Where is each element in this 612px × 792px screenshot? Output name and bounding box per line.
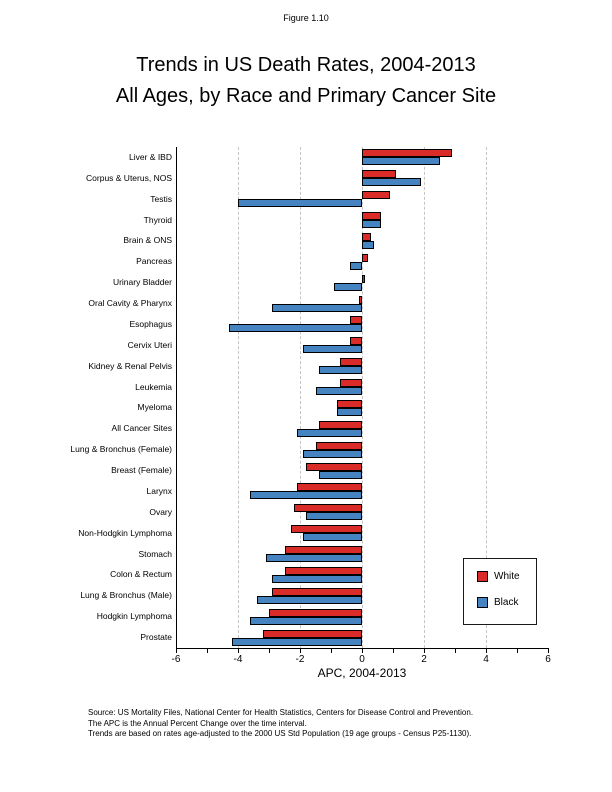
bar-black: [303, 450, 362, 458]
bar-white: [340, 358, 362, 366]
gridline--4: [238, 147, 239, 648]
category-label: Testis: [150, 193, 172, 204]
bar-black: [272, 304, 362, 312]
category-label: Corpus & Uterus, NOS: [86, 172, 172, 183]
bar-white: [285, 567, 363, 575]
source-note-line-3: Trends are based on rates age-adjusted to the 2000 US Std Population (19 age groups - Census P25-1130).: [88, 729, 472, 738]
x-tick--4: [238, 649, 239, 653]
x-tick-label-4: 4: [483, 654, 489, 665]
category-label: Prostate: [140, 632, 172, 643]
bar-black: [362, 178, 421, 186]
bar-black: [250, 617, 362, 625]
bar-white: [359, 296, 362, 304]
category-label: Pancreas: [136, 256, 172, 267]
bar-white: [294, 504, 362, 512]
category-label: Brain & ONS: [123, 235, 172, 246]
bar-white: [340, 379, 362, 387]
bar-white: [291, 525, 362, 533]
bar-white: [263, 630, 362, 638]
bar-black: [337, 408, 362, 416]
category-label: Cervix Uteri: [127, 339, 172, 350]
x-tick-1: [393, 649, 394, 653]
x-tick-3: [455, 649, 456, 653]
bar-black: [229, 324, 362, 332]
category-label: Colon & Rectum: [110, 569, 172, 580]
category-label: Leukemia: [135, 381, 172, 392]
category-label: Stomach: [138, 548, 172, 559]
x-tick-label--2: -2: [295, 654, 305, 665]
bar-black: [303, 533, 362, 541]
x-tick--2: [300, 649, 301, 653]
bar-black: [319, 471, 362, 479]
legend-entry-white: [477, 571, 536, 582]
gridline-2: [424, 147, 425, 648]
bar-black: [266, 554, 362, 562]
x-tick-label-6: 6: [545, 654, 551, 665]
bar-black: [272, 575, 362, 583]
bar-white: [362, 233, 371, 241]
x-tick-0: [362, 649, 363, 653]
bar-black: [257, 596, 362, 604]
bar-black: [362, 220, 381, 228]
bar-white: [316, 442, 363, 450]
category-label: Hodgkin Lymphoma: [96, 611, 172, 622]
figure-label: Figure 1.10: [283, 13, 329, 23]
chart-title-line-2: All Ages, by Race and Primary Cancer Site: [115, 85, 497, 107]
category-label: Kidney & Renal Pelvis: [88, 360, 172, 371]
bar-black: [297, 429, 362, 437]
legend-label-black: Black: [494, 597, 519, 608]
bar-white: [362, 212, 381, 220]
bar-black: [316, 387, 363, 395]
category-label: Urinary Bladder: [112, 277, 172, 288]
bar-white: [362, 191, 390, 199]
bar-black: [306, 512, 362, 520]
category-label: Ovary: [149, 506, 172, 517]
category-label: Lung & Bronchus (Female): [70, 444, 172, 455]
source-note-line-1: Source: US Mortality Files, National Center for Health Statistics, Centers for Disease Control and Prevention.: [88, 708, 474, 717]
category-label: Myeloma: [137, 402, 172, 413]
category-label: Esophagus: [129, 318, 172, 329]
bar-white: [337, 400, 362, 408]
bar-black: [303, 345, 362, 353]
source-note-line-2: The APC is the Annual Percent Change over the time interval.: [88, 718, 307, 728]
bar-black: [232, 638, 362, 646]
bar-white: [285, 546, 363, 554]
bar-black: [362, 157, 440, 165]
category-label: Oral Cavity & Pharynx: [88, 298, 172, 309]
bar-white: [362, 254, 368, 262]
bar-black: [350, 262, 362, 270]
bar-white: [272, 588, 362, 596]
bar-black: [319, 366, 362, 374]
x-tick-2: [424, 649, 425, 653]
x-tick--6: [176, 649, 177, 653]
bar-white: [362, 149, 452, 157]
bar-white: [362, 170, 396, 178]
x-tick--1: [331, 649, 332, 653]
category-label: Larynx: [146, 485, 172, 496]
bar-white: [306, 463, 362, 471]
legend-label-white: White: [494, 571, 520, 582]
chart-title-line-1: Trends in US Death Rates, 2004-2013: [136, 54, 476, 76]
x-tick-6: [548, 649, 549, 653]
y-axis-line: [176, 147, 177, 648]
bar-black: [362, 241, 374, 249]
x-tick-label--4: -4: [233, 654, 243, 665]
category-label: Thyroid: [143, 214, 172, 225]
x-tick--3: [269, 649, 270, 653]
x-tick-4: [486, 649, 487, 653]
bar-white: [269, 609, 362, 617]
bar-black: [334, 283, 362, 291]
category-label: All Cancer Sites: [111, 423, 172, 434]
source-note: [88, 708, 558, 740]
x-tick--5: [207, 649, 208, 653]
bar-white: [297, 483, 362, 491]
legend-swatch-white: [477, 571, 488, 582]
bar-white: [350, 337, 362, 345]
x-axis-title: APC, 2004-2013: [317, 666, 407, 680]
legend-entry-black: [477, 597, 536, 608]
x-tick-5: [517, 649, 518, 653]
bar-white: [362, 275, 365, 283]
category-label: Breast (Female): [111, 465, 172, 476]
x-tick-label-0: 0: [359, 654, 365, 665]
x-tick-label-2: 2: [421, 654, 427, 665]
bar-black: [250, 491, 362, 499]
bar-white: [350, 316, 362, 324]
bar-black: [238, 199, 362, 207]
category-label: Liver & IBD: [129, 151, 172, 162]
legend-swatch-black: [477, 597, 488, 608]
category-label: Non-Hodgkin Lymphoma: [78, 527, 172, 538]
category-label: Lung & Bronchus (Male): [80, 590, 172, 601]
x-tick-label--6: -6: [171, 654, 181, 665]
bar-white: [319, 421, 362, 429]
legend-box: [463, 558, 537, 625]
